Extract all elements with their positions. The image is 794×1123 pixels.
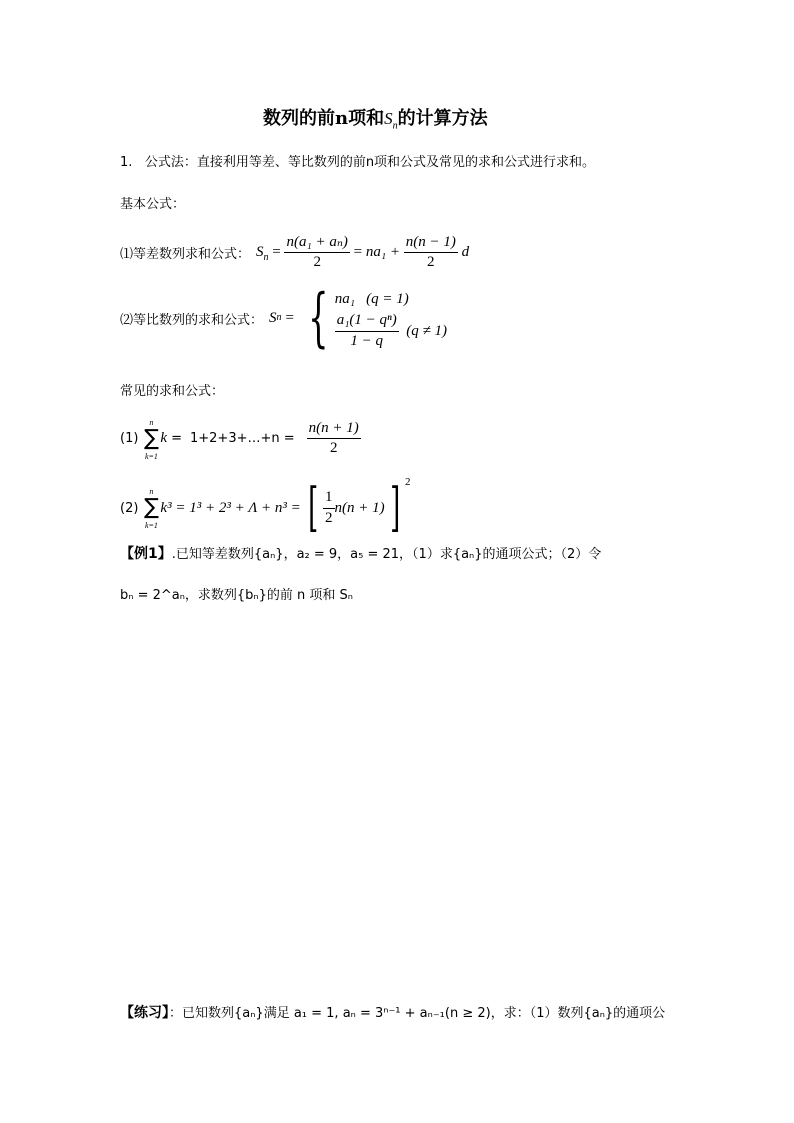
- section-1-text: 公式法：直接利用等差、等比数列的前n项和公式及常见的求和公式进行求和。: [144, 155, 596, 170]
- arithmetic-fraction-1-den: 2: [313, 254, 321, 271]
- geometric-cases: [335, 286, 447, 350]
- arithmetic-sum-label: ⑴等差数列求和公式：: [120, 247, 251, 263]
- arithmetic-fraction-2-den: 2: [427, 254, 435, 271]
- geometric-case-2-num: a₁(1 − qⁿ): [335, 312, 399, 331]
- geometric-case-2-den: 1 − q: [350, 332, 384, 349]
- common-formula-1-den: 2: [329, 440, 338, 457]
- arithmetic-eq2: =: [353, 244, 363, 261]
- arithmetic-fraction-1: [284, 234, 349, 272]
- left-bracket: [: [307, 478, 318, 538]
- geometric-case-1: [335, 286, 447, 312]
- geometric-case-2-cond: (q ≠ 1): [406, 322, 447, 339]
- common-formula-1-num: n(n + 1): [307, 420, 361, 439]
- right-bracket: ]: [389, 478, 400, 538]
- arithmetic-fraction-1-num: n(a₁ + aₙ): [284, 234, 349, 253]
- sum-sigma-2-bottom: k=1: [144, 521, 158, 530]
- geometric-case-2: [335, 312, 447, 350]
- geometric-eq: =: [285, 309, 294, 326]
- geometric-sum-label: ⑵等比数列的求和公式：: [120, 312, 264, 328]
- sum-sigma-1-bottom: k=1: [144, 451, 158, 461]
- common-formula-2-fraction: [323, 489, 335, 527]
- title-var-sub: n: [392, 120, 398, 132]
- arithmetic-fraction-2: [404, 234, 458, 272]
- example-1-line-1: [120, 543, 601, 563]
- common-formula-2-label: (2): [120, 500, 139, 516]
- common-formula-1-expr: 1+2+3+…+n =: [190, 431, 295, 447]
- sum-sigma-2-top: n: [149, 487, 154, 496]
- sum-sigma-1: n ∑ k=1: [144, 417, 159, 461]
- sum-sigma-1-top: n: [149, 417, 154, 427]
- practice-text: ：已知数列{aₙ}满足 a₁ = 1, aₙ = 3ⁿ⁻¹ + aₙ₋₁(n ≥ 2)，求：（1）数列{aₙ}的通项公: [169, 1006, 666, 1021]
- common-formula-2-inner: n(n + 1): [334, 499, 385, 516]
- arithmetic-lhs-sub: n: [263, 252, 269, 264]
- title-prefix: 数列的前n项和: [263, 108, 385, 129]
- sum-sigma-2: n ∑ k=1: [144, 487, 159, 530]
- geometric-lhs: S: [269, 309, 277, 326]
- arithmetic-tail: d: [461, 244, 470, 261]
- arithmetic-fraction-2-num: n(n − 1): [404, 234, 458, 253]
- example-1-line-2: bₙ = 2^aₙ，求数列{bₙ}的前 n 项和 Sₙ: [120, 588, 353, 603]
- left-brace: {: [308, 281, 329, 355]
- common-formula-1: [120, 417, 361, 461]
- section-1-number: 1.: [120, 155, 133, 170]
- common-formula-1-label: (1): [120, 431, 139, 447]
- common-formulas-heading: 常见的求和公式：: [120, 384, 225, 399]
- geometric-case-2-fraction: [335, 312, 399, 350]
- practice-line: [120, 1002, 665, 1022]
- common-formula-1-eq: =: [171, 431, 182, 447]
- example-1-label: 【例1】: [120, 546, 172, 562]
- common-formula-2: [120, 476, 411, 538]
- basic-formulas-heading: 基本公式：: [120, 197, 186, 212]
- arithmetic-sum-formula: [120, 234, 469, 272]
- geometric-case-1-expr: na₁: [334, 291, 355, 308]
- common-formula-2-num: 1: [323, 489, 335, 508]
- common-formula-2-lhs: k³ = 1³ + 2³ + Λ + n³ =: [160, 499, 301, 516]
- arithmetic-eq1: =: [272, 244, 281, 261]
- geometric-case-1-cond: (q = 1): [366, 291, 409, 308]
- example-1-text-1: .已知等差数列{aₙ}，a₂ = 9，a₅ = 21，（1）求{aₙ}的通项公式；（2）令: [171, 547, 602, 562]
- common-formula-1-var: k: [160, 430, 168, 447]
- common-formula-2-den: 2: [325, 509, 333, 526]
- title-suffix: 的计算方法: [397, 108, 488, 129]
- practice-label: 【练习】: [120, 1005, 169, 1021]
- section-1: [120, 151, 595, 170]
- arithmetic-lhs: S: [256, 244, 264, 261]
- page-title: [263, 104, 488, 130]
- common-formula-1-fraction: [307, 420, 361, 458]
- title-var: S: [384, 109, 393, 128]
- common-formula-2-power: 2: [404, 476, 411, 488]
- arithmetic-mid: na₁ +: [365, 244, 400, 261]
- geometric-sum-formula: ⑵等比数列的求和公式： S n = { na₁ (q = 1) $\frac{\text{a₁(1 − qⁿ)}}{1 - q}$ (q ≠ 1): [120, 281, 447, 355]
